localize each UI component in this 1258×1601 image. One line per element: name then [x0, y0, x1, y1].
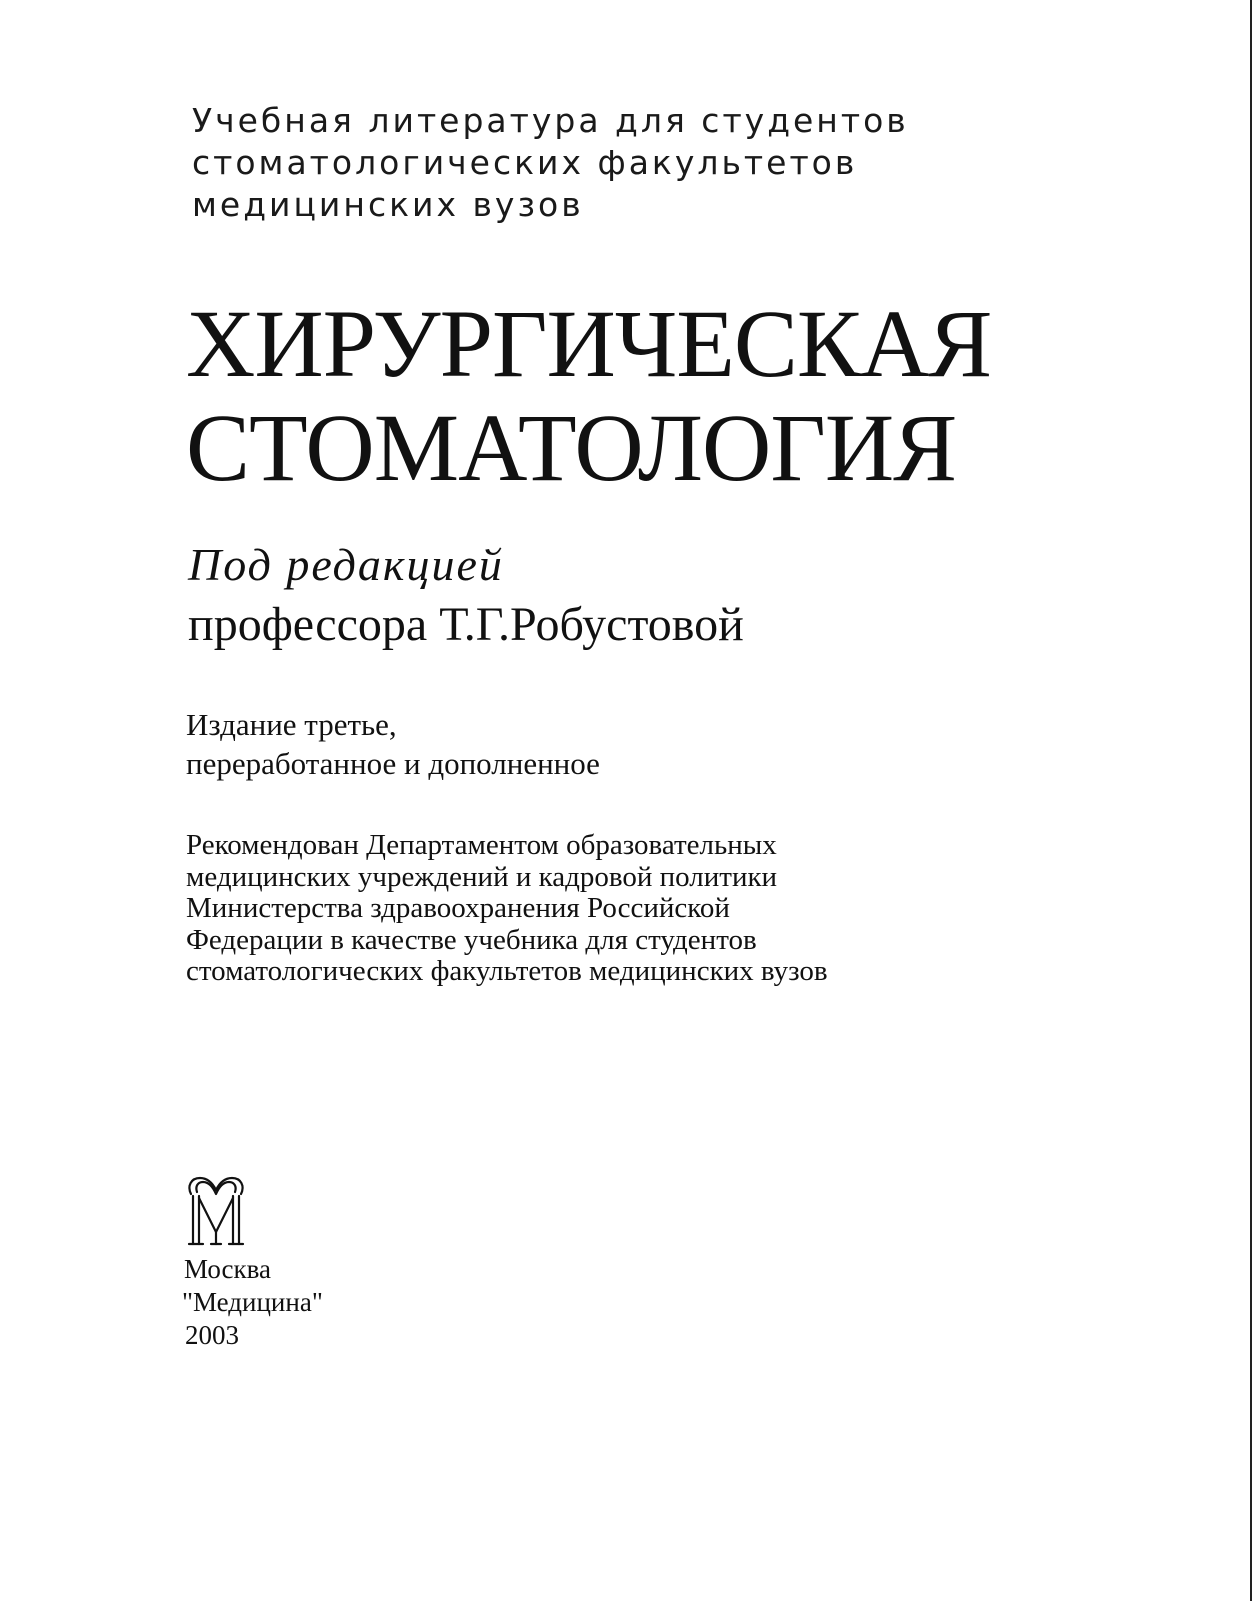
- book-title-line-1: ХИРУРГИЧЕСКАЯ: [186, 290, 992, 397]
- series-note-line-2: стоматологических факультетов: [192, 143, 858, 182]
- recommendation-line-5: стоматологических факультетов медицинских вузов: [186, 955, 828, 987]
- editor-name: профессора Т.Г.Робустовой: [188, 598, 744, 651]
- series-note-line-3: медицинских вузов: [192, 185, 584, 224]
- recommendation-text: [186, 830, 828, 988]
- recommendation-line-3: Министерства здравоохранения Российской: [186, 892, 730, 924]
- publication-year: 2003: [185, 1320, 239, 1350]
- recommendation-line-1: Рекомендован Департаментом образовательных: [186, 829, 777, 861]
- book-title-line-2: СТОМАТОЛОГИЯ: [186, 394, 957, 501]
- edition-line-2: переработанное и дополненное: [186, 746, 600, 781]
- medicina-publisher-logo-icon: [183, 1172, 249, 1250]
- edition-line-1: Издание третье,: [186, 707, 397, 742]
- recommendation-line-4: Федерации в качестве учебника для студентов: [186, 923, 757, 956]
- publisher-city: Москва: [184, 1254, 271, 1284]
- publisher-name: "Медицина": [182, 1287, 323, 1317]
- edition-info: [186, 705, 600, 783]
- series-note-line-1: Учебная литература для студентов: [192, 101, 909, 140]
- editor-label: Под редакцией: [188, 539, 504, 590]
- recommendation-line-2: медицинских учреждений и кадровой политики: [186, 860, 778, 893]
- book-title: [186, 292, 991, 500]
- publisher-imprint: [182, 1253, 323, 1352]
- page-edge-line: [1250, 0, 1252, 1601]
- series-note: [192, 100, 909, 226]
